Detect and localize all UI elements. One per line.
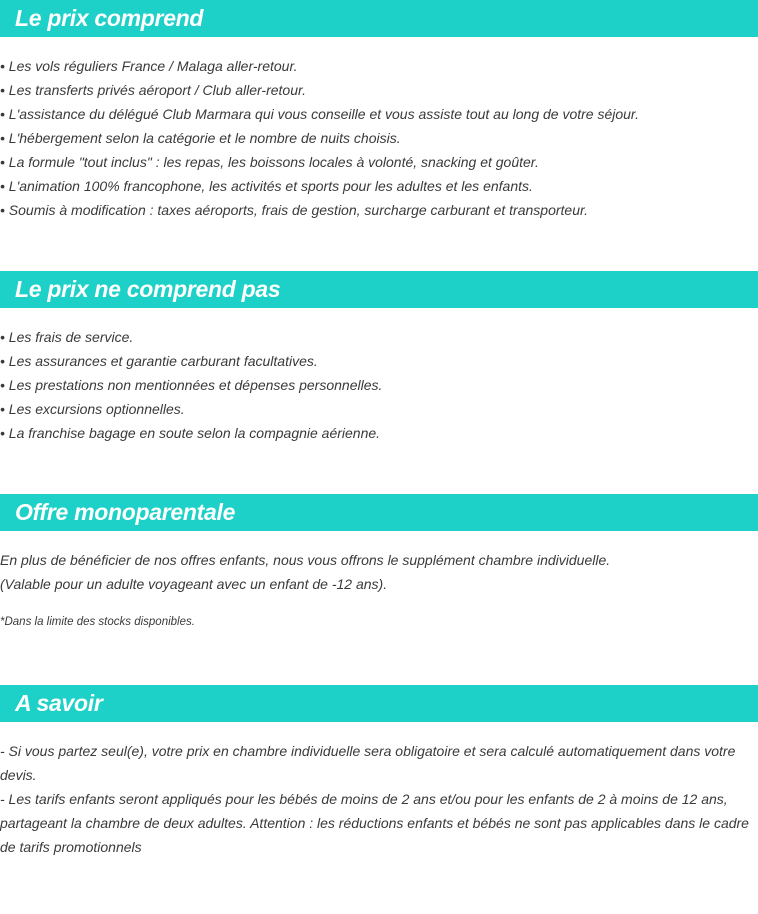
info-text xyxy=(0,739,752,859)
list-item: • Soumis à modification : taxes aéroports, frais de gestion, surcharge carburant et transporteur. xyxy=(0,202,589,218)
list-item: • Les excursions optionnelles. xyxy=(0,401,185,417)
includes-list xyxy=(0,54,758,222)
list-item: • L'hébergement selon la catégorie et le nombre de nuits choisis. xyxy=(0,130,401,146)
section-header xyxy=(0,494,758,531)
list-item: • Les assurances et garantie carburant facultatives. xyxy=(0,353,318,369)
list-item: • Les transferts privés aéroport / Club aller-retour. xyxy=(0,82,307,98)
section-header xyxy=(0,0,758,37)
list-item: • La formule "tout inclus" : les repas, les boissons locales à volonté, snacking et goûter. xyxy=(0,154,539,170)
excludes-list xyxy=(0,325,758,445)
section-good-to-know xyxy=(0,685,758,859)
list-item: • L'assistance du délégué Club Marmara qui vous conseille et vous assiste tout au long de votre séjour. xyxy=(0,106,639,122)
stock-note: *Dans la limite des stocks disponibles. xyxy=(0,616,195,628)
section-title: A savoir xyxy=(15,690,103,716)
info-line: - Si vous partez seul(e), votre prix en chambre individuelle sera obligatoire et sera calculé automatiquement dans votre devis. xyxy=(0,743,736,783)
list-item: • Les frais de service. xyxy=(0,329,134,345)
offer-line: En plus de bénéficier de nos offres enfants, nous vous offrons le supplément chambre individuelle. xyxy=(0,552,611,568)
section-header xyxy=(0,271,758,308)
info-line: - Les tarifs enfants seront appliqués pour les bébés de moins de 2 ans et/ou pour les enfants de 2 à moins de 12 ans, partageant la chambre de deux adultes. Attention : les réductions enfants et bébés ne sont pas applicables dans le cadre de tarifs promotionnels xyxy=(0,791,749,855)
section-price-includes xyxy=(0,0,758,222)
section-title: Offre monoparentale xyxy=(15,499,236,525)
section-title: Le prix ne comprend pas xyxy=(15,276,281,302)
list-item: • Les prestations non mentionnées et dépenses personnelles. xyxy=(0,377,383,393)
list-item: • Les vols réguliers France / Malaga aller-retour. xyxy=(0,58,298,74)
offer-line: (Valable pour un adulte voyageant avec un enfant de -12 ans). xyxy=(0,576,388,592)
section-single-parent-offer xyxy=(0,494,758,630)
list-item: • L'animation 100% francophone, les activités et sports pour les adultes et les enfants. xyxy=(0,178,533,194)
list-item: • La franchise bagage en soute selon la compagnie aérienne. xyxy=(0,425,381,441)
section-price-excludes xyxy=(0,271,758,445)
offer-text xyxy=(0,548,758,630)
section-header xyxy=(0,685,758,722)
section-title: Le prix comprend xyxy=(15,5,204,31)
